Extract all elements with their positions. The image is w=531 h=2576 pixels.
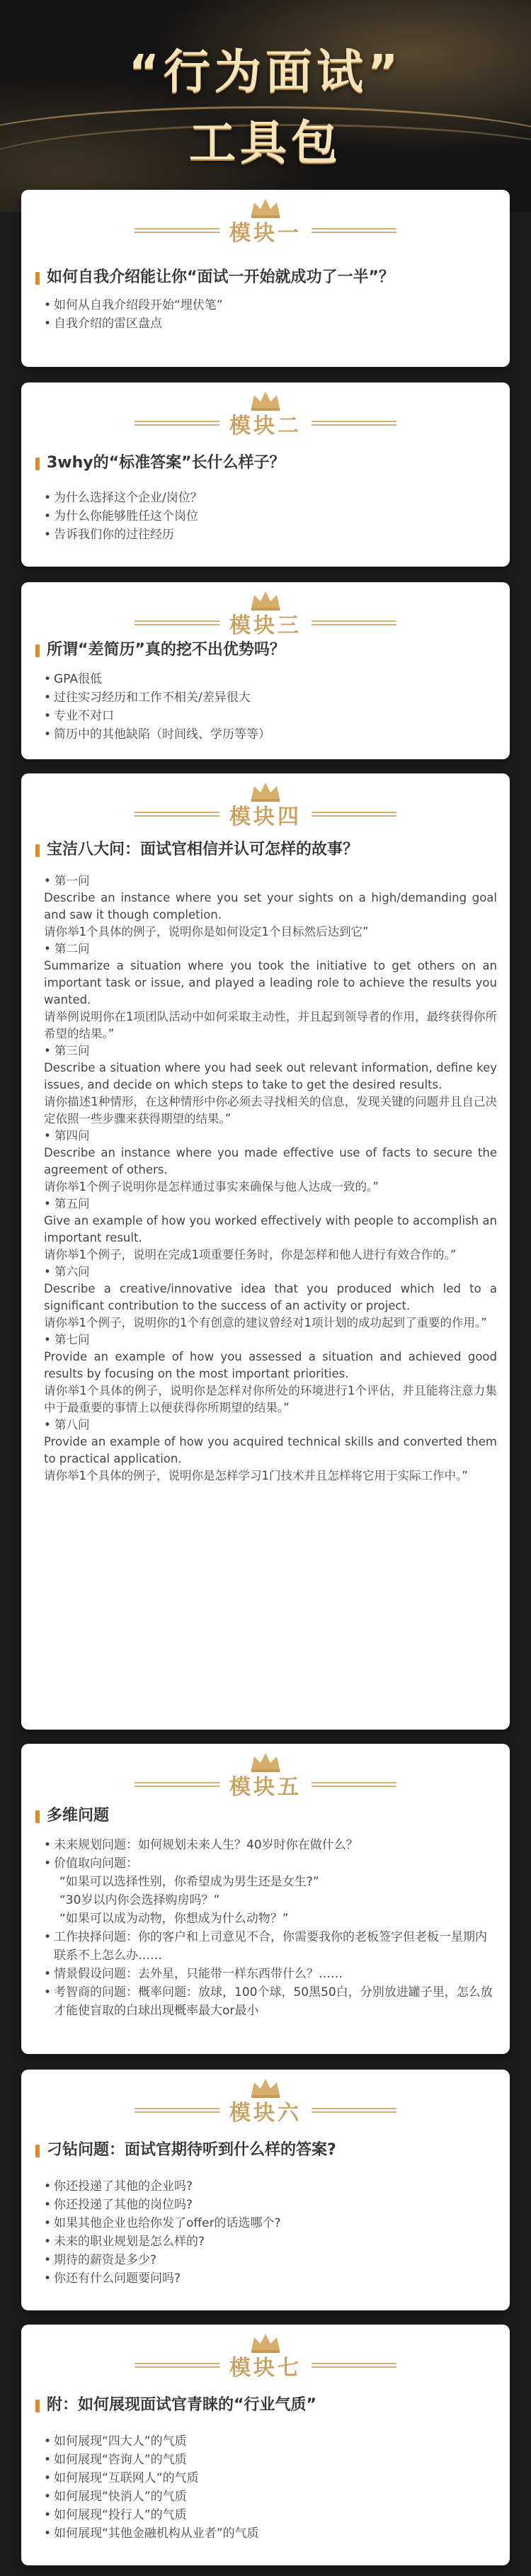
item-list xyxy=(44,296,497,333)
module-header xyxy=(21,781,510,837)
item-list xyxy=(44,2177,497,2288)
module-title: 模块五 xyxy=(229,1775,302,1800)
question-english: Describe an instance where you set your sights on a high/demanding goal and saw it though completion. xyxy=(44,891,497,921)
list-item: • 自我介绍的雷区盘点 xyxy=(44,314,497,333)
hero-title-line2: 工具包 xyxy=(189,115,342,170)
module-header xyxy=(21,2332,510,2388)
list-item: • 如何展现“四大人”的气质 xyxy=(44,2432,497,2451)
list-item: • 期待的薪资是多少? xyxy=(44,2251,497,2269)
module-title: 模块二 xyxy=(229,414,302,438)
module-header xyxy=(21,1751,510,1808)
list-item: • GPA很低 xyxy=(44,670,497,688)
list-item: • 你还投递了其他的岗位吗? xyxy=(44,2196,497,2214)
item-list xyxy=(44,489,497,544)
divider-decoration xyxy=(312,2363,396,2370)
list-item: • 简历中的其他缺陷（时间线、学历等等） xyxy=(44,725,497,744)
interview-questions-list xyxy=(44,873,497,1485)
list-subitem: “如果可以成为动物，你想成为什么动物？” xyxy=(59,1912,289,1926)
list-subitem: “30岁以内你会选择购房吗？” xyxy=(59,1893,220,1907)
question-chinese: 请你举1个具体的例子，说明你是怎样对你所处的环境进行1个评估，并且能将注意力集中于最重要的事情上以便获得你所期望的结果。” xyxy=(44,1384,497,1414)
question-chinese: 请你举1个例子说明你是怎样通过事实来确保与他人达成一致的。” xyxy=(44,1180,379,1193)
question-heading: • 第四问 xyxy=(44,1129,90,1142)
list-item: • 你还投递了其他的企业吗? xyxy=(44,2177,497,2196)
list-item: • 情景假设问题：去外星，只能带一样东西带什么？…… xyxy=(44,1965,497,1983)
question-chinese: 请你举1个例子，说明你的1个有创意的建议曾经对1项计划的成功起到了重要的作用。” xyxy=(44,1316,487,1329)
question-heading: • 第一问 xyxy=(44,874,90,887)
divider-decoration xyxy=(312,620,396,628)
list-item: • 如何展现“其他金融机构从业者”的气质 xyxy=(44,2524,497,2543)
list-item: • 如果其他企业也给你发了offer的话选哪个? xyxy=(44,2214,497,2232)
list-item: • 如何展现“咨询人”的气质 xyxy=(44,2451,497,2469)
question-english: Describe an instance where you made effective use of facts to secure the agreement of others. xyxy=(44,1146,497,1176)
module-header xyxy=(21,589,510,646)
list-item: • 工作抉择问题：你的客户和上司意见不合，你需要我你的老板签字但老板一星期内联系不上怎么办…… xyxy=(44,1928,497,1965)
module-question: 3why的“标准答案”长什么样子？ xyxy=(35,452,503,475)
question-english: Describe a creative/innovative idea that you produced which led to a significant contribution to the success of an activity or project. xyxy=(44,1282,497,1312)
module-title: 模块六 xyxy=(229,2101,302,2126)
module-card-4 xyxy=(21,773,510,1730)
module-card-6 xyxy=(21,2070,510,2310)
list-item: • 过往实习经历和工作不相关/差异很大 xyxy=(44,688,497,707)
question-heading: • 第六问 xyxy=(44,1265,90,1278)
module-question: 如何自我介绍能让你“面试一开始就成功了一半”？ xyxy=(35,266,503,289)
module-question: 刁钻问题：面试官期待听到什么样的答案? xyxy=(35,2139,503,2162)
divider-decoration xyxy=(312,812,396,819)
list-item: • 如何展现“快消人”的气质 xyxy=(44,2487,497,2506)
module-card-2 xyxy=(21,382,510,567)
module-title: 模块四 xyxy=(229,805,302,829)
question-english: Provide an example of how you acquired technical skills and converted them to practical application. xyxy=(44,1435,497,1465)
question-chinese: 请你举1个例子，说明在完成1项重要任务时，你是怎样和他人进行有效合作的。” xyxy=(44,1248,457,1261)
module-title: 模块一 xyxy=(229,221,302,246)
list-item: • 如何展现“互联网人”的气质 xyxy=(44,2469,497,2487)
divider-decoration xyxy=(312,228,396,235)
list-item: • 如何展现“投行人”的气质 xyxy=(44,2506,497,2524)
question-chinese: 请你举1个具体的例子，说明你是怎样学习1门技术并且怎样将它用于实际工作中。” xyxy=(44,1469,468,1482)
module-title: 模块七 xyxy=(229,2356,302,2381)
module-question: 多维问题 xyxy=(35,1805,503,1827)
list-item: • 为什么你能够胜任这个岗位 xyxy=(44,507,497,526)
divider-decoration xyxy=(312,1782,396,1789)
question-chinese: 请举例说明你在1项团队活动中如何采取主动性，并且起到领导者的作用，最终获得你所希望的结果。” xyxy=(44,1010,497,1040)
list-item: • 你还有什么问题要问吗? xyxy=(44,2269,497,2288)
question-english: Summarize a situation where you took the initiative to get others on an important task or issue, and played a leading role to achieve the results you wanted. xyxy=(44,959,497,1006)
module-question: 宝洁八大问：面试官相信并认可怎样的故事？ xyxy=(35,839,503,861)
question-heading: • 第七问 xyxy=(44,1333,90,1346)
list-item: • 为什么选择这个企业/岗位？ xyxy=(44,489,497,507)
module-question: 所谓“差简历”真的挖不出优势吗？ xyxy=(35,639,503,662)
question-chinese: 请你举1个具体的例子，说明你是如何设定1个目标然后达到它” xyxy=(44,925,369,938)
divider-decoration xyxy=(312,2108,396,2115)
question-english: Provide an example of how you assessed a situation and achieved good results by focusing on the most important priorities. xyxy=(44,1350,497,1380)
module-card-7 xyxy=(21,2325,510,2565)
list-item: • 未来的职业规划是怎么样的? xyxy=(44,2232,497,2251)
question-heading: • 第五问 xyxy=(44,1197,90,1210)
question-chinese: 请你描述1种情形，在这种情形中你必须去寻找相关的信息，发现关键的问题并且自己决定依照一些步骤来获得期望的结果。” xyxy=(44,1095,497,1125)
module-card-1 xyxy=(21,190,510,367)
list-item: • 如何从自我介绍段开始“埋伏笔” xyxy=(44,296,497,314)
hero-banner xyxy=(0,0,531,212)
question-english: Give an example of how you worked effectively with people to accomplish an important result. xyxy=(44,1214,497,1244)
question-english: Describe a situation where you had seek out relevant information, define key issues, and decide on which steps to take to get the desired results. xyxy=(44,1061,497,1091)
list-item: • 告诉我们你的过往经历 xyxy=(44,526,497,544)
item-list xyxy=(44,670,497,744)
module-header xyxy=(21,2077,510,2133)
question-heading: • 第二问 xyxy=(44,942,90,955)
hero-title-line1: “行为面试” xyxy=(128,45,403,99)
list-subitem: “如果可以选择性别，你希望成为男生还是女生?” xyxy=(59,1875,319,1889)
item-list xyxy=(44,1836,497,2020)
list-item: • 专业不对口 xyxy=(44,707,497,725)
item-list xyxy=(44,2432,497,2543)
divider-decoration xyxy=(312,421,396,428)
module-header xyxy=(21,197,510,254)
module-card-3 xyxy=(21,582,510,759)
module-header xyxy=(21,390,510,446)
module-card-5 xyxy=(21,1744,510,2054)
question-heading: • 第八问 xyxy=(44,1418,90,1431)
module-question: 附：如何展现面试官青睐的“行业气质” xyxy=(35,2394,503,2417)
list-item: • 考智商的问题：概率问题：放球，100个球，50黑50白，分别放进罐子里，怎么放才能使盲取的白球出现概率最大or最小 xyxy=(44,1983,497,2020)
list-item: • 未来规划问题：如何规划未来人生？40岁时你在做什么？ xyxy=(44,1836,497,1854)
module-title: 模块三 xyxy=(229,613,302,638)
question-heading: • 第三问 xyxy=(44,1044,90,1057)
list-item: • 价值取向问题： xyxy=(44,1854,497,1873)
